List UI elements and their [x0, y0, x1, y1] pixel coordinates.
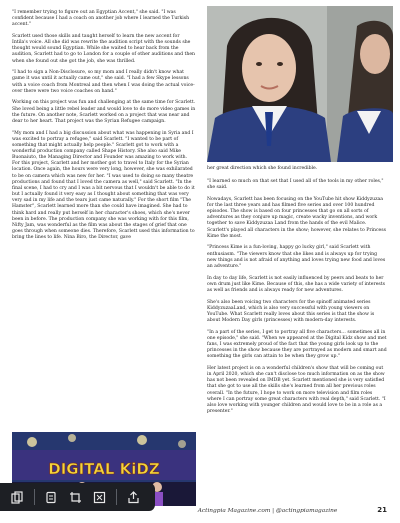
toolbar-divider: [116, 489, 117, 505]
paragraph: Her latest project is on a wonderful children's show that will be coming out in April 2020, which she can't disclose too much information on as the show has not been revealed on IMDB yet. Scarlett mentioned she is very satisfied that she got to use all the skills she's learned from all her previous roles overall. "In the future, I hope to work on more television and film roles where I can portray some great characters with real depth," said Scarlett. "I also love working with younger children and would love to be in a role as a presenter.": [207, 365, 386, 414]
paragraph: "My mom and I had a big discussion about what was happening in Syria and I was excited to portray a refugee," said Scarlett. "I wanted to be part of something that might actually help people." Scarlett got to work with a wonderful production company called Shape History. She also said Mike Buonaiuto, the Managing Director and Founder was amazing to work with. For this project, Scarlett and her mother got to travel to Italy for the Syrian location. Once again, the hours were very long, however, she was exhilarated to be on camera which was new for her. "I was used to doing so many theatre productions and found that I loved the camera as well," said Scarlett. "In the final scene, I had to cry and I was a bit nervous that I wouldn't be able to do it but I actually found it very easy as I thought about something that was very very sad in my life and the tears just came naturally." For the short film "The Hamster", Scarlett learned more than she could have imagined. She had to think hard and really put herself in her character's shoes, which she's never been in before. The production company she was working with for this film, Nifty Jam, was wonderful as the film was about the stages of grief that one goes through when someone dies. Therefore, Scarlett used this information to bring the lines to life. Nina Biro, the Director, gave: [12, 130, 195, 241]
paragraph: "I learned so much on that set that I used all of the tools in my other roles," she said.: [207, 179, 384, 191]
expand-icon[interactable]: [92, 490, 107, 505]
toolbar-divider: [34, 489, 35, 505]
copy-pages-icon[interactable]: [10, 490, 25, 505]
photo-caption: her great direction which she found incredible.: [207, 166, 318, 171]
paragraph: In day to day life, Scarlett is not easily influenced by peers and beats to her own drum just like Kime. Because of this, she has a wide variety of interests as well as friends and is always ready for new adventures.: [207, 275, 385, 293]
paragraph: She's also been voicing two characters for the spinoff animated series KiddyzuzaaLand, which is also very successful with young viewers on YouTube. What Scarlett really loves about this series is that the show is about Modern Day girls (princesses) with modern-day interests.: [207, 299, 375, 323]
portrait-illustration: [207, 6, 393, 162]
left-article-column: [12, 10, 196, 247]
page-footer: Actingpia Magazine.com | @actingpiamagazine: [197, 508, 338, 514]
paragraph: "I remember trying to figure out an Egyptian Accent," she said. "I was confident because I had a coach on another job where I learned the Turkish accent.": [12, 10, 190, 28]
paragraph: Scarlett used those skills and taught herself to learn the new accent for Intila's voice. All she did was rewrite the audition script with the sounds she thought would sound Egyptian. While she waited to hear back from the audition, Scarlett had to go to London for a couple of other auditions and then when she found out she got the job, she was thrilled.: [12, 33, 195, 64]
viewer-toolbar: [0, 483, 155, 511]
event-sign-text: DIGITAL KiDZ: [48, 460, 160, 478]
paragraph: "I had to sign a Non-Disclosure, so my mom and I really didn't know what game it was until it actually came out," she said. "I had a few Skype lessons with a voice coach from Montreal and then when I was doing the actual voice-over there were two voice coaches on hand.": [12, 70, 195, 94]
portrait-photo: [207, 6, 393, 162]
paragraph: "Princess Kime is a fun-loving, happy go lucky girl," said Scarlett with enthusiasm. "The viewers know that she likes and is always up for trying new things and is not afraid of anything and loves trying new food and loves an adventure.": [207, 245, 386, 269]
right-article-column: [207, 179, 387, 421]
crop-icon[interactable]: [68, 490, 83, 505]
paragraph: "In a part of the series, I get to portray all five characters… sometimes all in one episode," she said. "When we appeared at the Digital Kidz show and met fans, I was extremely proud of the fact that the young girls look up to the princesses in the show because they are portrayed as modern and smart and something the girls can attain to be when they grow up.": [207, 329, 387, 360]
copy-icon[interactable]: [44, 490, 59, 505]
paragraph: Working on this project was fun and challenging at the same time for Scarlett. She loved being a little rebel leader and would love to do more video games in the future. On another note, Scarlett worked on a project that was near and dear to her heart. That project was the Syrian Refugee campaign.: [12, 100, 196, 124]
paragraph: Nowadays, Scarlett has been focusing on the YouTube hit show Kiddyzuzaa for the last three years and has filmed five series and over 100 hundred episodes. The show is based on four princesses that go on all sorts of adventures as they conjure up magic, create wacky inventions, and work together to save Kiddyzuzaa Land from the hands of the evil Malice. Scarlett's played all characters in the show; however, she relates to Princess Kime the most.: [207, 196, 386, 239]
page-number: 21: [377, 506, 387, 514]
share-icon[interactable]: [126, 490, 141, 505]
